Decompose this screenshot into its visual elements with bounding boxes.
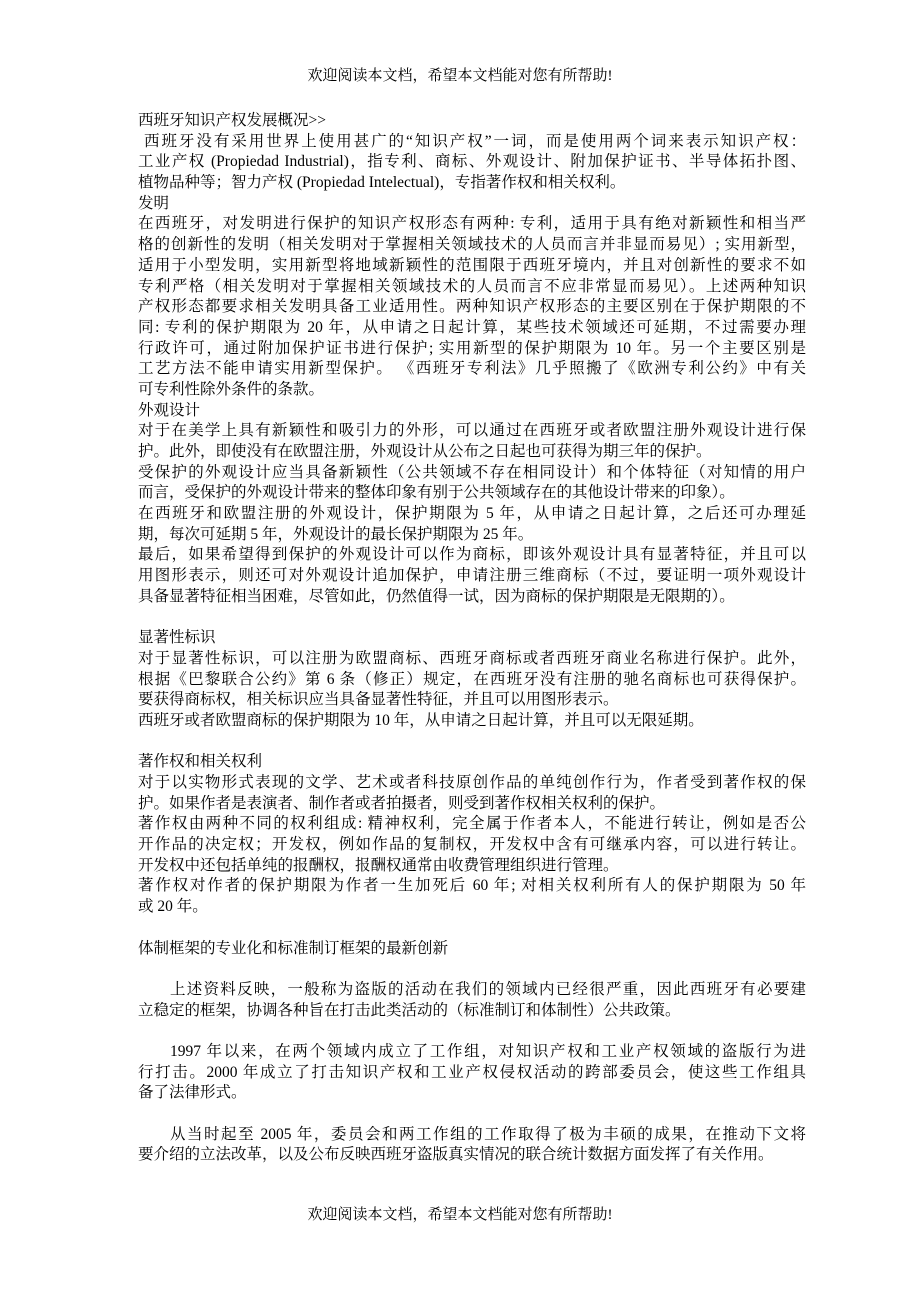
paragraph bbox=[138, 545, 806, 607]
blank-line bbox=[138, 959, 806, 980]
text-line: 备了法律形式。 bbox=[138, 1084, 247, 1102]
text-line: 可专利性除外条件的条款。 bbox=[138, 380, 325, 398]
section-heading bbox=[138, 111, 806, 132]
paragraph bbox=[138, 773, 806, 814]
text-line: 西班牙没有采用世界上使用甚广的“知识产权”一词，而是使用两个词来表示知识产权： bbox=[144, 132, 806, 150]
text-line: 或 20 年。 bbox=[138, 898, 208, 916]
text-line: 而言，受保护的外观设计带来的整体印象有别于公共领域存在的其他设计带来的印象）。 bbox=[138, 484, 735, 502]
blank-line bbox=[138, 608, 806, 629]
text-line: 行打击。2000 年成立了打击知识产权和工业产权侵权活动的跨部委员会，使这些工作组具 bbox=[138, 1063, 806, 1081]
document-body bbox=[138, 111, 806, 1166]
page-footer: 欢迎阅读本文档，希望本文档能对您有所帮助! bbox=[307, 1207, 613, 1223]
blank-line bbox=[138, 918, 806, 939]
blank-line bbox=[138, 1021, 806, 1042]
text-line: 体制框架的专业化和标准制订框架的最新创新 bbox=[138, 939, 449, 957]
text-line: 具备显著特征相当困难，尽管如此，仍然值得一试，因为商标的保护期限是无限期的）。 bbox=[138, 587, 735, 605]
text-line: 最后，如果希望得到保护的外观设计可以作为商标，即该外观设计具有显著特征，并且可以 bbox=[138, 546, 806, 564]
page-header: 欢迎阅读本文档，希望本文档能对您有所帮助! bbox=[307, 68, 613, 84]
text-line: 显著性标识 bbox=[138, 629, 216, 647]
text-line: 护。如果作者是表演者、制作者或者拍摄者，则受到著作权相关权利的保护。 bbox=[138, 794, 666, 812]
section-heading bbox=[138, 628, 806, 649]
text-line: 对于以实物形式表现的文学、艺术或者科技原创作品的单纯创作行为，作者受到著作权的保 bbox=[138, 774, 806, 791]
paragraph bbox=[138, 980, 806, 1021]
text-line: 用图形表示，则还可对外观设计追加保护，申请注册三维商标（不过，要证明一项外观设计 bbox=[138, 567, 806, 585]
blank-line bbox=[138, 1104, 806, 1125]
section-heading bbox=[138, 752, 806, 773]
text-line: 根据《巴黎联合公约》第 6 条（修正）规定，在西班牙没有注册的驰名商标也可获得保护。 bbox=[138, 670, 806, 688]
text-line: 植物品种等；智力产权 (Propiedad Intelectual)，专指著作权和相关权利。 bbox=[138, 174, 626, 192]
text-line: 受保护的外观设计应当具备新颖性（公共领域不存在相同设计）和个体特征（对知情的用户 bbox=[138, 463, 806, 481]
text-line: 西班牙知识产权发展概况>> bbox=[138, 112, 326, 129]
text-line: 开发权中还包括单纯的报酬权，报酬权通常由收费管理组织进行管理。 bbox=[138, 856, 619, 874]
text-line: 外观设计 bbox=[138, 401, 201, 419]
paragraph bbox=[138, 463, 806, 504]
text-line: 行政许可，通过附加保护证书进行保护; 实用新型的保护期限为 10 年。另一个主要区别是 bbox=[138, 339, 806, 357]
text-line: 在西班牙和欧盟注册的外观设计，保护期限为 5 年，从申请之日起计算，之后还可办理延 bbox=[138, 505, 806, 523]
text-line: 从当时起至 2005 年，委员会和两工作组的工作取得了极为丰硕的成果，在推动下文将 bbox=[170, 1125, 806, 1143]
paragraph bbox=[138, 711, 806, 732]
section-heading bbox=[138, 194, 806, 215]
text-line: 发明 bbox=[138, 194, 170, 212]
text-line: 著作权和相关权利 bbox=[138, 753, 263, 771]
text-line: 工业产权 (Propiedad Industrial)，指专利、商标、外观设计、附加保护证书、半导体拓扑图、 bbox=[138, 153, 806, 171]
paragraph bbox=[138, 504, 806, 545]
text-line: 同: 专利的保护期限为 20 年，从申请之日起计算，某些技术领域还可延期，不过需要办理 bbox=[138, 318, 806, 336]
paragraph bbox=[138, 876, 806, 917]
paragraph bbox=[138, 214, 806, 400]
text-line: 期，每次可延期 5 年，外观设计的最长保护期限为 25 年。 bbox=[138, 525, 534, 543]
text-line: 专利严格（相关发明对于掌握相关领域技术的人员而言不应非常显而易见）。上述两种知识 bbox=[138, 277, 806, 295]
text-line: 格的创新性的发明（相关发明对于掌握相关领域技术的人员而言并非显而易见）; 实用新型， bbox=[138, 236, 806, 254]
text-line: 在西班牙，对发明进行保护的知识产权形态有两种: 专利，适用于具有绝对新颖性和相当严 bbox=[138, 215, 806, 233]
section-heading bbox=[138, 939, 806, 960]
text-line: 要介绍的立法改革，以及公布反映西班牙盗版真实情况的联合统计数据方面发挥了有关作用。 bbox=[138, 1146, 774, 1164]
text-line: 护。此外，即使没有在欧盟注册，外观设计从公布之日起也可获得为期三年的保护。 bbox=[138, 443, 712, 460]
text-line: 要获得商标权，相关标识应当具备显著性特征，并且可以用图形表示。 bbox=[138, 691, 619, 709]
section-heading bbox=[138, 401, 806, 422]
paragraph bbox=[138, 1125, 806, 1166]
text-line: 工艺方法不能申请实用新型保护。 《西班牙专利法》几乎照搬了《欧洲专利公约》中有关 bbox=[138, 360, 806, 378]
text-line: 上述资料反映，一般称为盗版的活动在我们的领域内已经很严重，因此西班牙有必要建 bbox=[170, 980, 806, 998]
paragraph bbox=[138, 649, 806, 711]
text-line: 西班牙或者欧盟商标的保护期限为 10 年，从申请之日起计算，并且可以无限延期。 bbox=[138, 711, 704, 729]
text-line: 立稳定的框架，协调各种旨在打击此类活动的（标准制订和体制性）公共政策。 bbox=[138, 1001, 681, 1019]
text-line: 产权形态都要求相关发明具备工业适用性。两种知识产权形态的主要区别在于保护期限的不 bbox=[138, 298, 806, 316]
paragraph bbox=[138, 421, 806, 462]
paragraph bbox=[138, 1042, 806, 1104]
text-line: 对于显著性标识，可以注册为欧盟商标、西班牙商标或者西班牙商业名称进行保护。此外， bbox=[138, 649, 806, 667]
text-line: 适用于小型发明，实用新型将地域新颖性的范围限于西班牙境内，并且对创新性的要求不如 bbox=[138, 256, 806, 274]
text-line: 对于在美学上具有新颖性和吸引力的外形，可以通过在西班牙或者欧盟注册外观设计进行保 bbox=[138, 422, 806, 440]
text-line: 1997 年以来，在两个领域内成立了工作组，对知识产权和工业产权领域的盗版行为进 bbox=[170, 1042, 806, 1060]
text-line: 著作权对作者的保护期限为作者一生加死后 60 年; 对相关权利所有人的保护期限为 50 年 bbox=[138, 877, 806, 895]
paragraph bbox=[138, 132, 806, 194]
blank-line bbox=[138, 732, 806, 753]
paragraph bbox=[138, 814, 806, 876]
text-line: 开作品的决定权；开发权，例如作品的复制权，开发权中含有可继承内容，可以进行转让。 bbox=[138, 836, 806, 854]
text-line: 著作权由两种不同的权利组成: 精神权利，完全属于作者本人，不能进行转让，例如是否公 bbox=[138, 815, 806, 833]
